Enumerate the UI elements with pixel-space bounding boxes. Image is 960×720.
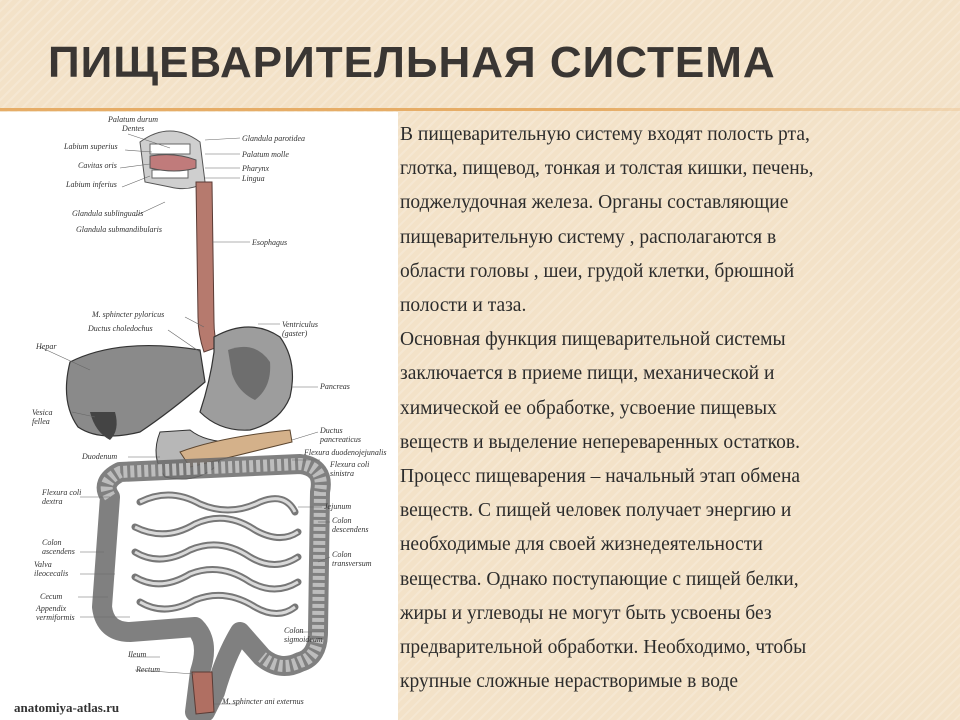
text-line: необходимые для своей жизнедеятельности bbox=[400, 534, 763, 556]
text-line: поджелудочная железа. Органы составляющие bbox=[400, 192, 789, 214]
label-colon-descendens: Colon descendens bbox=[332, 516, 369, 534]
text-line: Процесс пищеварения – начальный этап обмена bbox=[400, 466, 801, 488]
label-flexura-duodenojejunalis: Flexura duodenojejunalis bbox=[304, 448, 387, 457]
label-dentes: Dentes bbox=[122, 124, 145, 133]
label-duodenum: Duodenum bbox=[82, 452, 118, 461]
text-line: веществ и выделение непереваренных остатков. bbox=[400, 431, 800, 453]
slide-title: ПИЩЕВАРИТЕЛЬНАЯ СИСТЕМА bbox=[48, 38, 776, 87]
label-colon-sigmoideum: Colon sigmoideum bbox=[284, 626, 323, 644]
label-colon-transversum: Colon transversum bbox=[332, 550, 372, 568]
liver-shape bbox=[66, 346, 205, 436]
text-line: полости и таза. bbox=[400, 295, 527, 317]
text-line: Основная функция пищеварительной системы bbox=[400, 329, 786, 351]
label-flexura-coli-dextra: Flexura coli dextra bbox=[42, 488, 82, 506]
label-appendix-vermiformis: Appendix vermiformis bbox=[36, 604, 75, 622]
text-line: жиры и углеводы не могут быть усвоены без bbox=[400, 602, 772, 624]
text-line: веществ. С пищей человек получает энергию и bbox=[400, 500, 792, 522]
label-palatum-durum: Palatum durum bbox=[108, 115, 158, 124]
text-line: крупные сложные нерастворимые в воде bbox=[400, 671, 738, 693]
label-ductus-pancreaticus: Ductus pancreaticus bbox=[320, 426, 362, 444]
digestive-system-illustration bbox=[0, 112, 398, 720]
label-glandula-sublingualis: Glandula sublingualis bbox=[72, 209, 144, 218]
text-line: пищеварительную систему , располагаются в bbox=[400, 226, 777, 248]
label-sphincter-pyloricus: M. sphincter pyloricus bbox=[92, 310, 165, 319]
watermark: anatomiya-atlas.ru bbox=[14, 700, 120, 715]
text-line: предварительной обработки. Необходимо, чтобы bbox=[400, 637, 807, 659]
label-cavitas-oris: Cavitas oris bbox=[78, 161, 117, 170]
mouth-region bbox=[140, 131, 205, 189]
text-line: В пищеварительную систему входят полость рта, bbox=[400, 124, 810, 145]
label-flexura-coli-sinistra: Flexura coli sinistra bbox=[330, 460, 370, 478]
body-text bbox=[400, 118, 945, 699]
label-ductus-choledochus: Ductus choledochus bbox=[88, 324, 153, 333]
label-lingua: Lingua bbox=[242, 174, 265, 183]
text-line: вещества. Однако поступающие с пищей белки, bbox=[400, 568, 799, 590]
label-cecum: Cecum bbox=[40, 592, 63, 601]
label-ileum: Ileum bbox=[128, 650, 147, 659]
label-ventriculus: Ventriculus (gaster) bbox=[282, 320, 318, 338]
label-glandula-parotidea: Glandula parotidea bbox=[242, 134, 306, 143]
esophagus-shape bbox=[196, 182, 218, 352]
label-labium-inferius: Labium inferius bbox=[66, 180, 117, 189]
label-labium-superius: Labium superius bbox=[64, 142, 118, 151]
label-vesica-fellea: Vesica fellea bbox=[32, 408, 53, 426]
title-underline bbox=[0, 108, 960, 111]
label-glandula-submandibularis: Glandula submandibularis bbox=[76, 225, 163, 234]
text-line: глотка, пищевод, тонкая и толстая кишки, печень, bbox=[400, 158, 814, 180]
rectum-shape bbox=[192, 672, 214, 714]
label-palatum-molle: Palatum molle bbox=[242, 150, 289, 159]
label-colon-ascendens: Colon ascendens bbox=[42, 538, 75, 556]
label-rectum: Rectum bbox=[136, 665, 160, 674]
label-sphincter-ani: M. sphincter ani externus bbox=[222, 697, 304, 706]
label-valva-ileocecalis: Valva ileocecalis bbox=[34, 560, 69, 578]
label-esophagus: Esophagus bbox=[252, 238, 288, 247]
label-hepar: Hepar bbox=[36, 342, 57, 351]
label-pharynx: Pharynx bbox=[242, 164, 270, 173]
label-jejunum: Jejunum bbox=[324, 502, 352, 511]
text-line: области головы , шеи, грудой клетки, брюшной bbox=[400, 260, 795, 282]
text-line: заключается в приеме пищи, механической и bbox=[400, 363, 775, 385]
text-line: химической ее обработке, усвоение пищевых bbox=[400, 397, 777, 419]
label-pancreas: Pancreas bbox=[320, 382, 350, 391]
